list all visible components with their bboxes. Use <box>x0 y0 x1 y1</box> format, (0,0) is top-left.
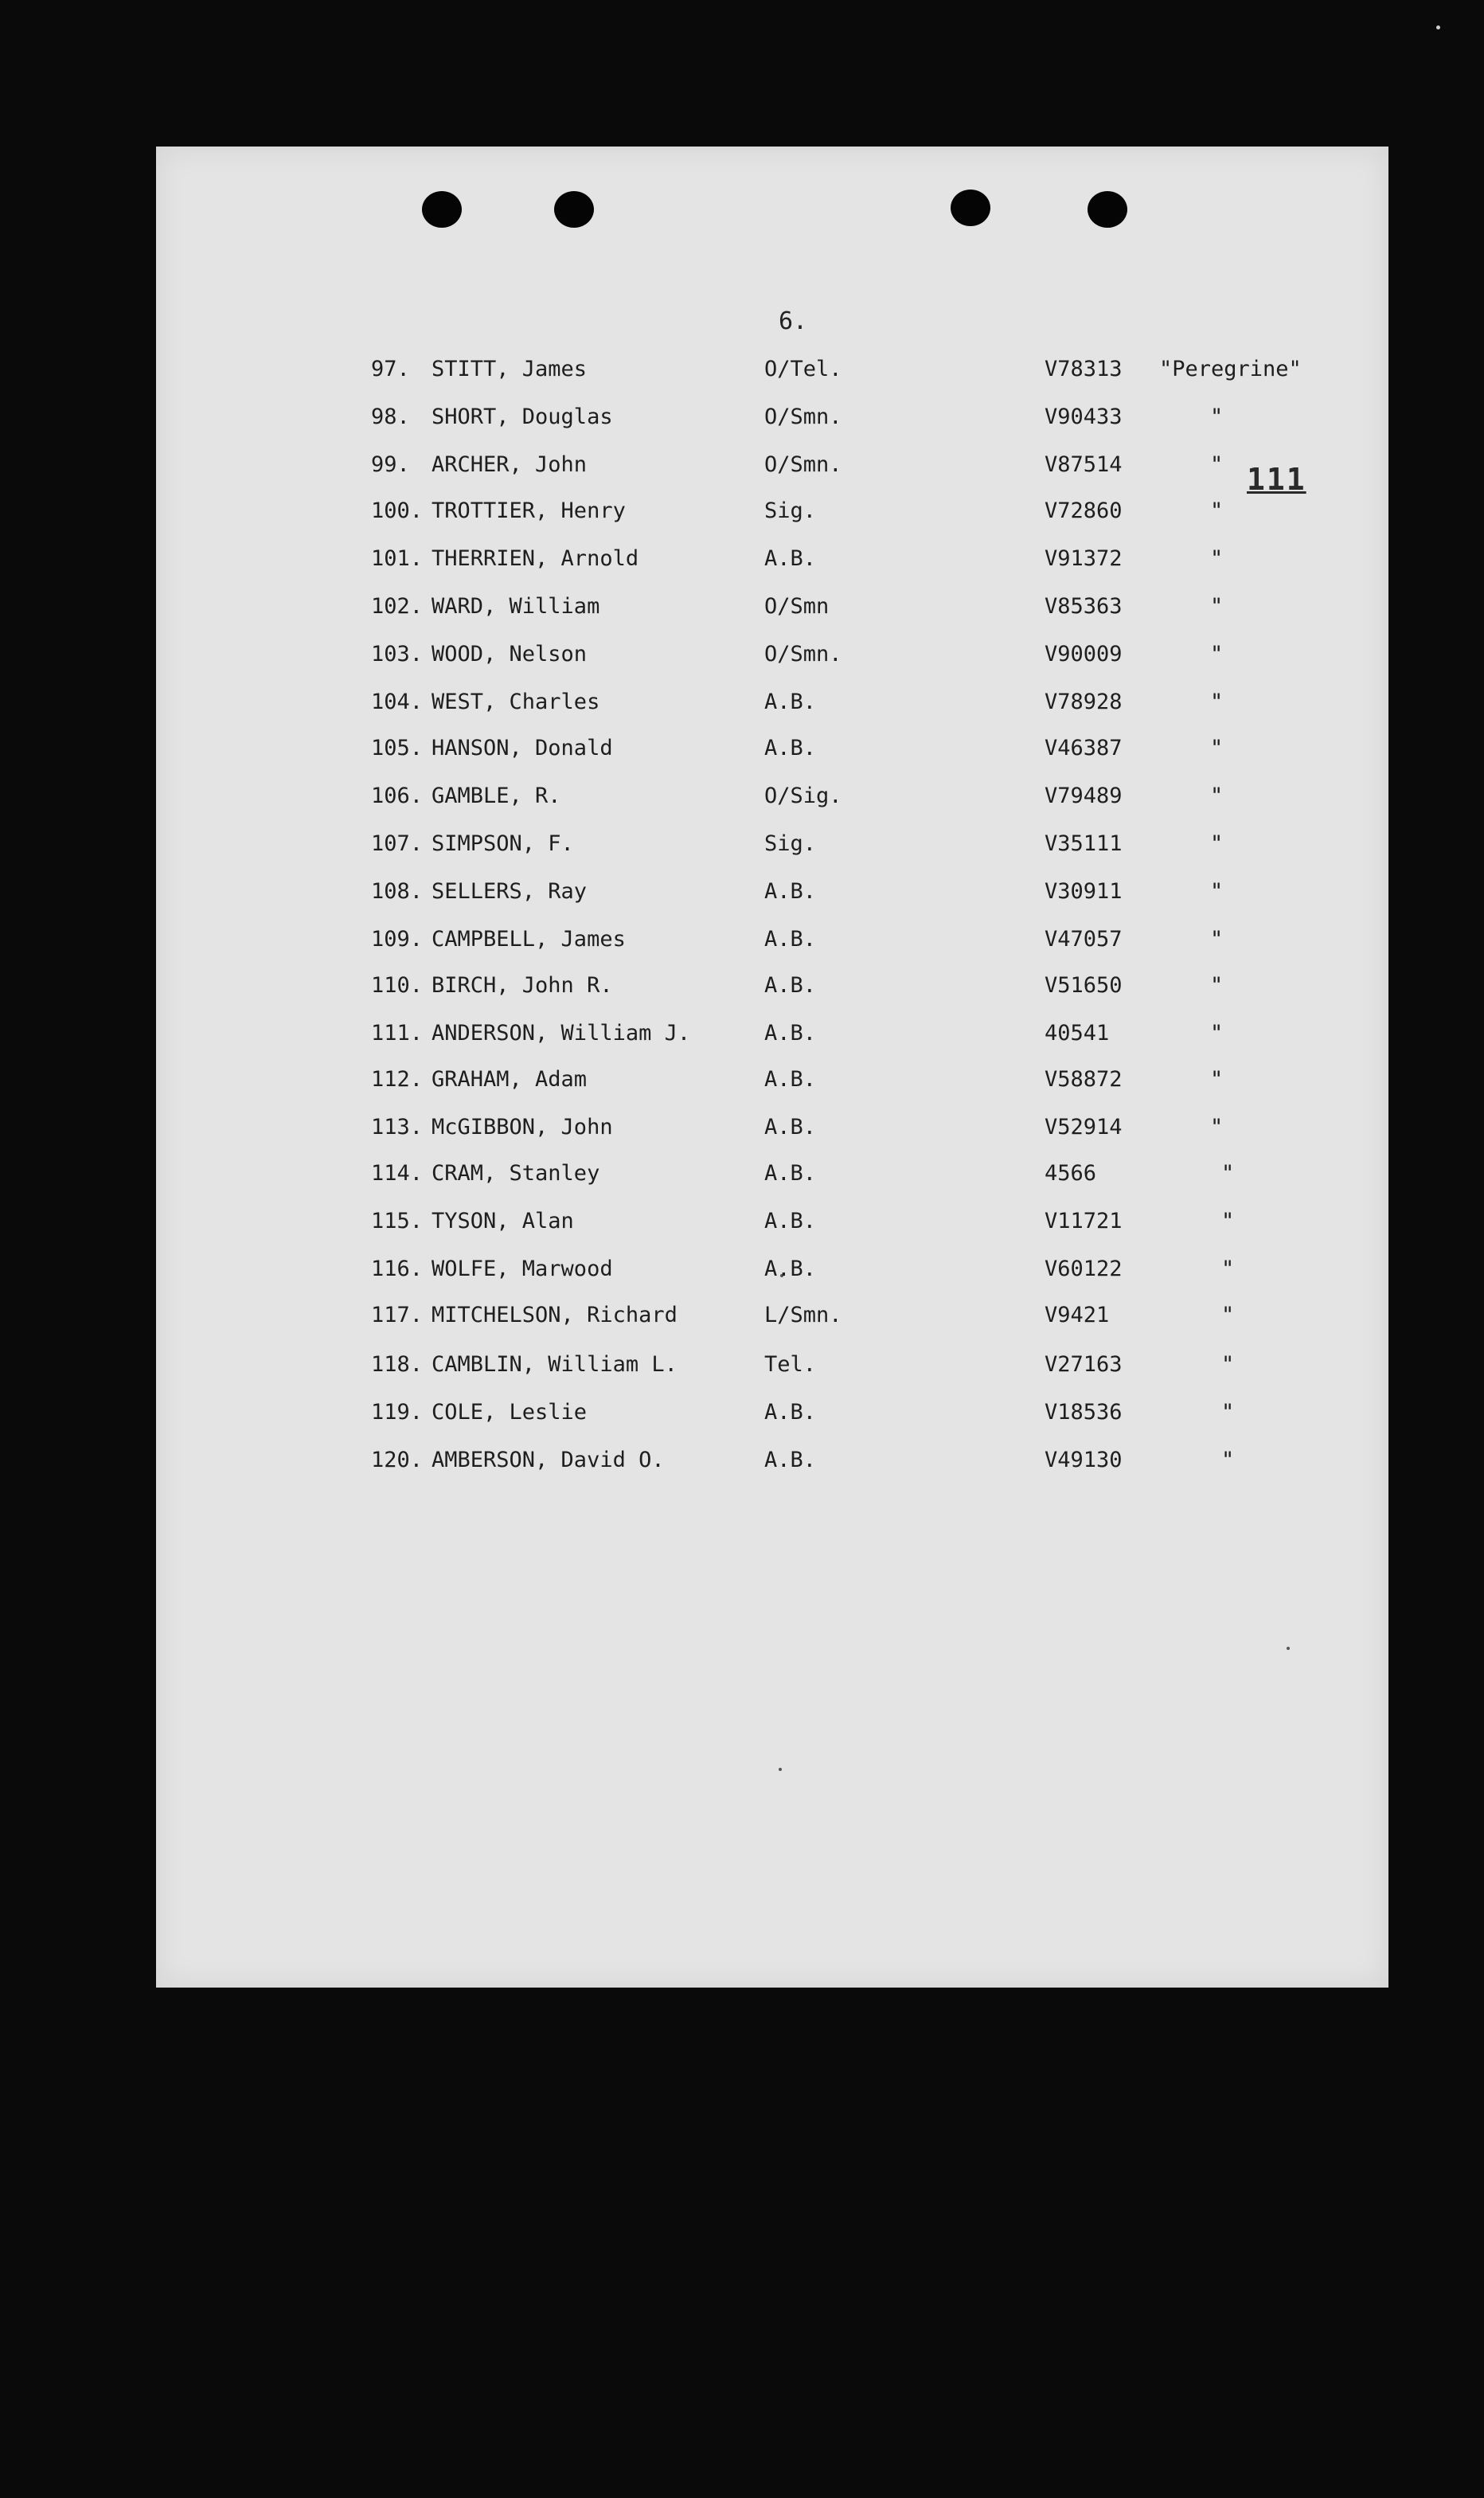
punch-hole <box>422 191 462 228</box>
row-number: 114. <box>371 1161 424 1186</box>
page-number: 6. <box>779 307 808 335</box>
service-number: V52914 <box>1045 1115 1123 1140</box>
ditto-mark: " <box>1210 546 1224 571</box>
row-number: 106. <box>371 784 424 808</box>
ditto-mark: " <box>1210 452 1224 477</box>
service-number: V90009 <box>1045 642 1123 667</box>
ditto-mark: " <box>1210 1067 1224 1092</box>
table-row <box>0 452 1484 484</box>
paper-speck <box>779 1768 782 1771</box>
ditto-mark: " <box>1210 784 1224 808</box>
crew-name: BIRCH, John R. <box>432 973 613 998</box>
row-number: 103. <box>371 642 424 667</box>
service-number: V79489 <box>1045 784 1123 808</box>
service-number: 40541 <box>1045 1021 1110 1046</box>
ditto-mark: " <box>1221 1161 1235 1186</box>
crew-rank: A.B. <box>764 546 817 571</box>
row-number: 107. <box>371 831 424 856</box>
crew-rank: Sig. <box>764 831 817 856</box>
crew-rank: L/Smn. <box>764 1303 842 1327</box>
crew-rank: O/Tel. <box>764 357 842 381</box>
crew-rank: A.B. <box>764 1115 817 1140</box>
table-row <box>0 831 1484 863</box>
row-number: 109. <box>371 927 424 952</box>
service-number: V46387 <box>1045 736 1123 760</box>
scan-speck <box>1436 25 1440 29</box>
service-number: V49130 <box>1045 1448 1123 1472</box>
crew-name: MITCHELSON, Richard <box>432 1303 678 1327</box>
row-number: 105. <box>371 736 424 760</box>
crew-name: WARD, William <box>432 594 600 619</box>
crew-name: TYSON, Alan <box>432 1209 574 1233</box>
service-number: V85363 <box>1045 594 1123 619</box>
row-number: 110. <box>371 973 424 998</box>
crew-rank: A.B. <box>764 1161 817 1186</box>
crew-name: SIMPSON, F. <box>432 831 574 856</box>
service-number: V60122 <box>1045 1257 1123 1281</box>
crew-rank: O/Smn <box>764 594 830 619</box>
punch-hole <box>554 191 594 228</box>
row-number: 113. <box>371 1115 424 1140</box>
row-number: 104. <box>371 690 424 714</box>
crew-rank: O/Sig. <box>764 784 842 808</box>
ditto-mark: " <box>1210 594 1224 619</box>
ditto-mark: " <box>1221 1400 1235 1425</box>
ditto-mark: " <box>1210 690 1224 714</box>
service-number: V27163 <box>1045 1352 1123 1377</box>
crew-rank: O/Smn. <box>764 452 842 477</box>
service-number: V47057 <box>1045 927 1123 952</box>
service-number: V35111 <box>1045 831 1123 856</box>
ditto-mark: " <box>1210 405 1224 429</box>
row-number: 115. <box>371 1209 424 1233</box>
crew-name: COLE, Leslie <box>432 1400 588 1425</box>
crew-name: TROTTIER, Henry <box>432 498 626 523</box>
row-number: 100. <box>371 498 424 523</box>
service-number: V78313 <box>1045 357 1123 381</box>
table-row <box>0 498 1484 530</box>
crew-rank: Tel. <box>764 1352 817 1377</box>
crew-name: WOOD, Nelson <box>432 642 588 667</box>
crew-name: WOLFE, Marwood <box>432 1257 613 1281</box>
ditto-mark: " <box>1221 1209 1235 1233</box>
crew-name: GAMBLE, R. <box>432 784 561 808</box>
service-number: V9421 <box>1045 1303 1110 1327</box>
service-number: V78928 <box>1045 690 1123 714</box>
row-number: 119. <box>371 1400 424 1425</box>
crew-name: SHORT, Douglas <box>432 405 613 429</box>
table-row <box>0 784 1484 815</box>
service-number: 4566 <box>1045 1161 1097 1186</box>
crew-rank: A.B. <box>764 1400 817 1425</box>
table-row <box>0 1115 1484 1147</box>
table-row <box>0 1209 1484 1241</box>
ditto-mark: " <box>1210 1115 1224 1140</box>
crew-rank: A.B. <box>764 973 817 998</box>
crew-rank: Sig. <box>764 498 817 523</box>
crew-name: AMBERSON, David O. <box>432 1448 665 1472</box>
ditto-mark: " <box>1210 927 1224 952</box>
crew-name: CRAM, Stanley <box>432 1161 600 1186</box>
table-row <box>0 1067 1484 1099</box>
table-row <box>0 594 1484 626</box>
ditto-mark: " <box>1221 1303 1235 1327</box>
row-number: 112. <box>371 1067 424 1092</box>
ditto-mark: " <box>1210 973 1224 998</box>
ditto-mark: " <box>1221 1352 1235 1377</box>
crew-name: GRAHAM, Adam <box>432 1067 588 1092</box>
row-number: 98. <box>371 405 410 429</box>
row-number: 101. <box>371 546 424 571</box>
table-row <box>0 405 1484 436</box>
service-number: V11721 <box>1045 1209 1123 1233</box>
row-number: 116. <box>371 1257 424 1281</box>
table-row <box>0 1400 1484 1432</box>
punch-hole <box>951 190 990 226</box>
row-number: 102. <box>371 594 424 619</box>
crew-name: THERRIEN, Arnold <box>432 546 639 571</box>
service-number: V90433 <box>1045 405 1123 429</box>
table-row <box>0 1448 1484 1480</box>
table-row <box>0 1352 1484 1384</box>
ditto-mark: " <box>1221 1448 1235 1472</box>
table-row <box>0 642 1484 674</box>
crew-name: SELLERS, Ray <box>432 879 588 904</box>
crew-rank: A.B. <box>764 1209 817 1233</box>
crew-name: WEST, Charles <box>432 690 600 714</box>
row-number: 97. <box>371 357 410 381</box>
table-row <box>0 927 1484 959</box>
table-row <box>0 879 1484 911</box>
table-row <box>0 1303 1484 1335</box>
service-number: V72860 <box>1045 498 1123 523</box>
crew-name: HANSON, Donald <box>432 736 613 760</box>
crew-name: STITT, James <box>432 357 588 381</box>
table-row <box>0 1257 1484 1288</box>
table-row <box>0 357 1484 389</box>
row-number: 118. <box>371 1352 424 1377</box>
ditto-mark: " <box>1210 736 1224 760</box>
ditto-mark: " <box>1221 1257 1235 1281</box>
service-number: V87514 <box>1045 452 1123 477</box>
service-number: V30911 <box>1045 879 1123 904</box>
table-row <box>0 973 1484 1005</box>
crew-name: CAMBLIN, William L. <box>432 1352 678 1377</box>
archive-reference-number: 111 <box>1247 462 1306 497</box>
row-number: 111. <box>371 1021 424 1046</box>
table-row <box>0 1021 1484 1053</box>
table-row <box>0 546 1484 578</box>
row-number: 108. <box>371 879 424 904</box>
ship-name: "Peregrine" <box>1159 357 1302 381</box>
crew-rank: A.B. <box>764 736 817 760</box>
service-number: V18536 <box>1045 1400 1123 1425</box>
ditto-mark: " <box>1210 498 1224 523</box>
row-number: 120. <box>371 1448 424 1472</box>
crew-rank: A.B. <box>764 1448 817 1472</box>
row-number: 117. <box>371 1303 424 1327</box>
service-number: V51650 <box>1045 973 1123 998</box>
ditto-mark: " <box>1210 642 1224 667</box>
crew-rank: O/Smn. <box>764 642 842 667</box>
service-number: V91372 <box>1045 546 1123 571</box>
crew-rank: A.B. <box>764 1257 817 1281</box>
row-number: 99. <box>371 452 410 477</box>
crew-name: CAMPBELL, James <box>432 927 626 952</box>
crew-rank: A.B. <box>764 927 817 952</box>
crew-name: ANDERSON, William J. <box>432 1021 691 1046</box>
crew-rank: O/Smn. <box>764 405 842 429</box>
table-row <box>0 1161 1484 1193</box>
table-row <box>0 690 1484 721</box>
crew-name: McGIBBON, John <box>432 1115 613 1140</box>
ditto-mark: " <box>1210 831 1224 856</box>
punch-hole <box>1088 191 1127 228</box>
crew-rank: A.B. <box>764 879 817 904</box>
ditto-mark: " <box>1210 879 1224 904</box>
crew-name: ARCHER, John <box>432 452 588 477</box>
ditto-mark: " <box>1210 1021 1224 1046</box>
paper-speck <box>1287 1647 1290 1650</box>
crew-rank: A.B. <box>764 1021 817 1046</box>
service-number: V58872 <box>1045 1067 1123 1092</box>
table-row <box>0 736 1484 768</box>
crew-rank: A.B. <box>764 690 817 714</box>
crew-rank: A.B. <box>764 1067 817 1092</box>
